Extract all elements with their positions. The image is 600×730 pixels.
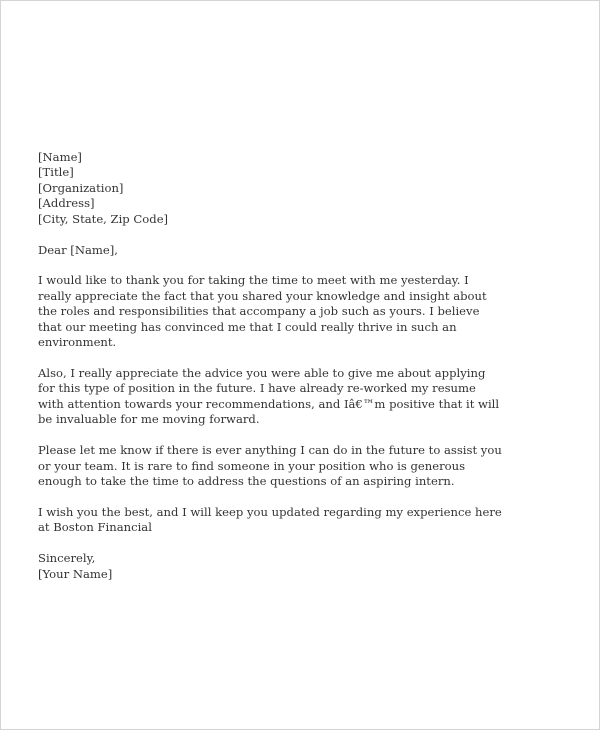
paragraph-line: the roles and responsibilities that accompany a job such as yours. I believe (38, 304, 480, 319)
paragraph-line: at Boston Financial (38, 520, 152, 535)
paragraph-line: I wish you the best, and I will keep you updated regarding my experience here (38, 504, 502, 519)
paragraph-line: Also, I really appreciate the advice you were able to give me about applying (38, 365, 486, 380)
paragraph-line: with attention towards your recommendations, and Iâ€™m positive that it will (38, 396, 500, 411)
salutation: Dear [Name], (38, 242, 118, 257)
paragraph-line: for this type of position in the future. I have already re-worked my resume (38, 381, 476, 396)
paragraph-line: I would like to thank you for taking the time to meet with me yesterday. I (38, 273, 469, 288)
letter-body (38, 150, 588, 582)
recipient-title: [Title] (38, 165, 74, 180)
paragraph-line: enough to take the time to address the questions of an aspiring intern. (38, 473, 455, 488)
recipient-name: [Name] (38, 150, 82, 164)
signature: [Your Name] (38, 566, 113, 581)
recipient-city-state-zip: [City, State, Zip Code] (38, 211, 169, 226)
paragraph-2 (38, 366, 588, 428)
recipient-address-block (38, 150, 588, 227)
paragraph-4 (38, 505, 588, 536)
paragraph-line: Please let me know if there is ever anything I can do in the future to assist you (38, 443, 502, 458)
closing: Sincerely, (38, 551, 96, 566)
recipient-address: [Address] (38, 196, 95, 211)
recipient-organization: [Organization] (38, 180, 124, 195)
paragraph-line: be invaluable for me moving forward. (38, 412, 260, 427)
paragraph-line: or your team. It is rare to find someone in your position who is generous (38, 458, 466, 473)
paragraph-line: environment. (38, 335, 117, 350)
paragraph-line: that our meeting has convinced me that I could really thrive in such an (38, 319, 457, 334)
paragraph-3 (38, 443, 588, 489)
paragraph-1 (38, 273, 588, 350)
paragraph-line: really appreciate the fact that you shared your knowledge and insight about (38, 288, 487, 303)
